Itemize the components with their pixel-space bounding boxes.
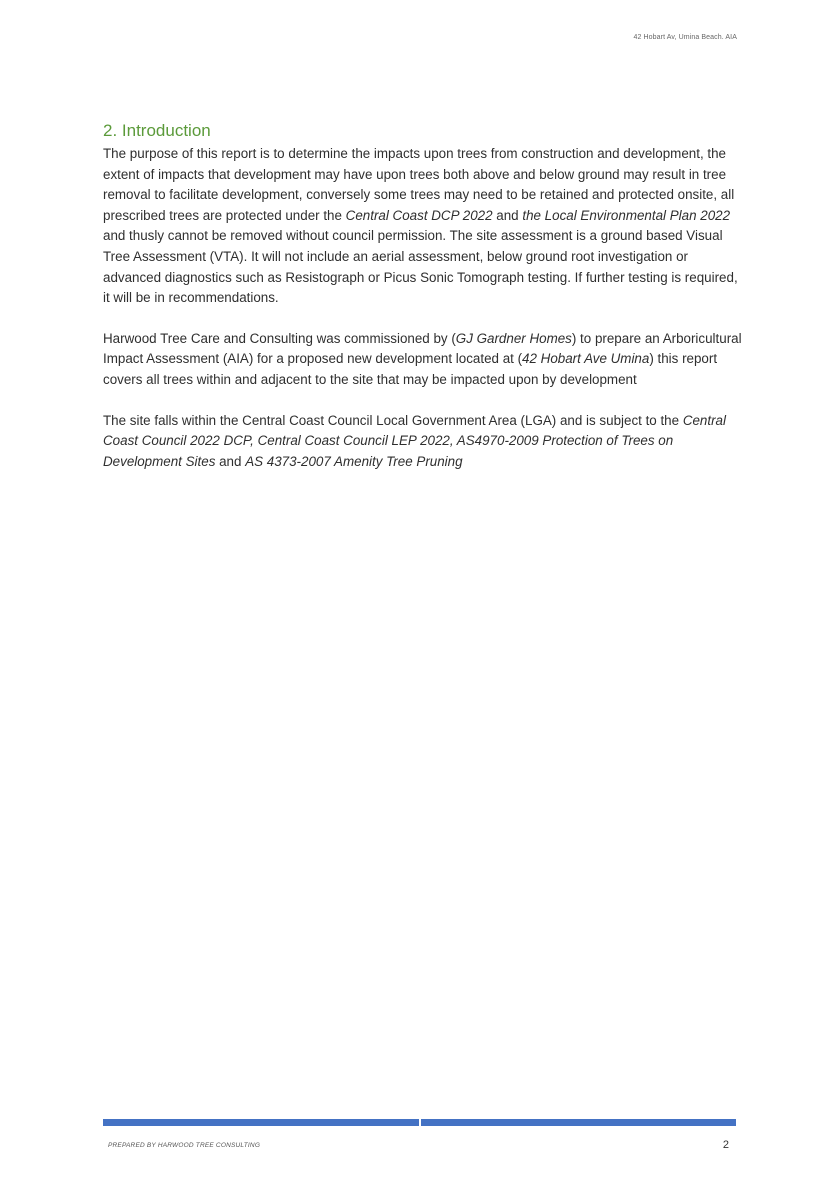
document-body <box>103 120 743 492</box>
paragraph-site <box>103 411 743 473</box>
page-header-address: 42 Hobart Av, Umina Beach. AIA <box>633 34 737 41</box>
italic-address: 42 Hobart Ave Umina <box>522 351 650 367</box>
paragraph-text: and <box>215 453 246 469</box>
italic-reference: the Local Environmental Plan 2022 <box>522 207 731 223</box>
page-number: 2 <box>722 1139 729 1151</box>
italic-reference: Central Coast DCP 2022 <box>345 207 493 223</box>
paragraph-text: Harwood Tree Care and Consulting was commissioned by ( <box>103 330 456 346</box>
italic-client: GJ Gardner Homes <box>455 330 572 346</box>
paragraph-text: The site falls within the Central Coast Council Local Government Area (LGA) and is subject to the <box>103 412 683 428</box>
paragraph-text: ) to prepare an Arboricultural Impact Assessment (AIA) for a proposed new development located at ( <box>103 330 742 367</box>
paragraph-text: and thusly cannot be removed without council permission. The site assessment is a ground based Visual Tree Assessment (VTA). It will not include an aerial assessment, below ground root investigation or advanced diagnostics such as Resistograph or Picus Sonic Tomograph testing. If further testing is required, it will be in recommendations. <box>103 228 738 306</box>
italic-reference: Central Coast Council 2022 DCP, Central Coast Council LEP 2022, AS4970-2009 Protection of Trees on Development Sites <box>103 412 726 469</box>
footer-divider-bar <box>103 1119 736 1126</box>
section-heading: 2. Introduction <box>103 121 211 140</box>
footer-prepared-by: PREPARED BY HARWOOD TREE CONSULTING <box>108 1142 261 1149</box>
italic-reference: AS 4373-2007 Amenity Tree Pruning <box>245 453 463 469</box>
paragraph-purpose <box>103 144 743 309</box>
footer-bar-segment <box>103 1119 419 1126</box>
paragraph-text: The purpose of this report is to determine the impacts upon trees from construction and development, the extent of impacts that development may have upon trees both above and below ground may result in tree removal to facilitate development, conversely some trees may need to be retained and protected onsite, all prescribed trees are protected under the <box>103 146 735 223</box>
footer-bar-segment <box>421 1119 736 1126</box>
paragraph-text: ) this report covers all trees within and adjacent to the site that may be impacted upon by development <box>103 351 718 387</box>
paragraph-commission <box>103 329 743 391</box>
paragraph-text: and <box>492 207 523 223</box>
